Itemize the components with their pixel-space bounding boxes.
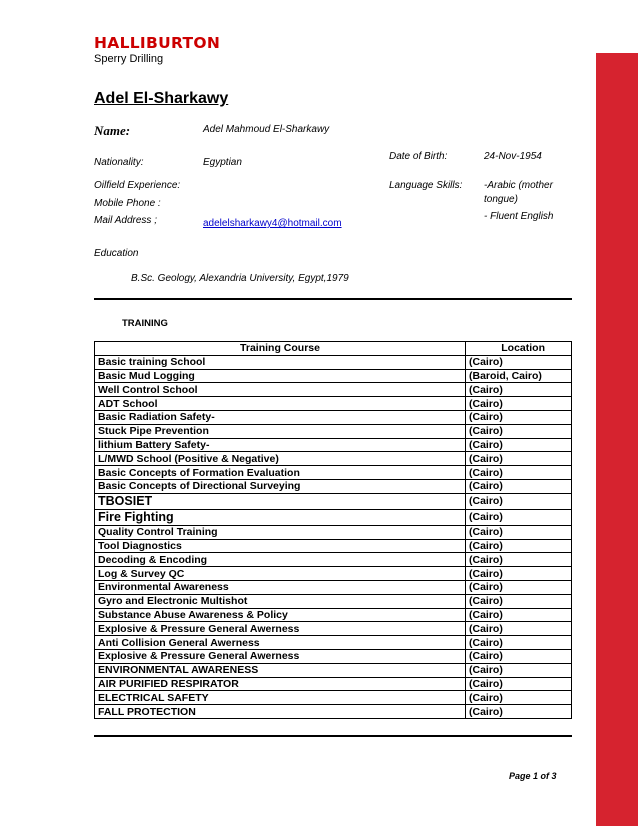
training-location-cell: (Cairo)	[466, 608, 572, 622]
training-location-cell: (Cairo)	[466, 539, 572, 553]
training-course-cell: Basic training School	[95, 355, 466, 369]
nationality-value: Egyptian	[203, 157, 242, 168]
training-location-cell: (Cairo)	[466, 622, 572, 636]
dob-label: Date of Birth:	[389, 151, 448, 162]
column-header-course: Training Course	[95, 342, 466, 356]
mail-address-label: Mail Address ;	[94, 215, 157, 226]
resume-title: Adel El-Sharkawy	[94, 90, 229, 107]
table-row	[95, 525, 572, 539]
mobile-phone-label: Mobile Phone :	[94, 198, 161, 209]
language-line-3: - Fluent English	[484, 211, 554, 222]
decorative-red-sidebar	[596, 53, 638, 826]
training-course-cell: Explosive & Pressure General Awerness	[95, 649, 466, 663]
training-table	[94, 341, 572, 719]
training-course-cell: Anti Collision General Awerness	[95, 636, 466, 650]
education-heading: Education	[94, 248, 139, 259]
training-course-cell: ADT School	[95, 397, 466, 411]
table-row	[95, 369, 572, 383]
training-location-cell: (Cairo)	[466, 397, 572, 411]
table-row	[95, 580, 572, 594]
table-row	[95, 691, 572, 705]
training-location-cell: (Cairo)	[466, 438, 572, 452]
training-location-cell: (Cairo)	[466, 509, 572, 525]
training-location-cell: (Cairo)	[466, 493, 572, 509]
training-course-cell: Tool Diagnostics	[95, 539, 466, 553]
oilfield-experience-label: Oilfield Experience:	[94, 180, 181, 191]
training-course-cell: Stuck Pipe Prevention	[95, 424, 466, 438]
training-location-cell: (Cairo)	[466, 636, 572, 650]
table-row	[95, 539, 572, 553]
section-divider	[94, 298, 572, 300]
training-location-cell: (Cairo)	[466, 567, 572, 581]
training-location-cell: (Cairo)	[466, 663, 572, 677]
training-course-cell: Quality Control Training	[95, 525, 466, 539]
table-row	[95, 493, 572, 509]
training-course-cell: Log & Survey QC	[95, 567, 466, 581]
training-location-cell: (Cairo)	[466, 580, 572, 594]
table-row	[95, 466, 572, 480]
training-location-cell: (Cairo)	[466, 452, 572, 466]
name-label: Name:	[94, 123, 131, 138]
table-row	[95, 479, 572, 493]
training-course-cell: Basic Concepts of Directional Surveying	[95, 479, 466, 493]
table-row	[95, 452, 572, 466]
training-location-cell: (Cairo)	[466, 466, 572, 480]
table-row	[95, 622, 572, 636]
table-row	[95, 410, 572, 424]
training-location-cell: (Cairo)	[466, 705, 572, 719]
training-location-cell: (Cairo)	[466, 594, 572, 608]
language-line-2: tongue)	[484, 194, 518, 205]
training-course-cell: FALL PROTECTION	[95, 705, 466, 719]
training-course-cell: Substance Abuse Awareness & Policy	[95, 608, 466, 622]
training-location-cell: (Cairo)	[466, 479, 572, 493]
education-entry: B.Sc. Geology, Alexandria University, Egypt,1979	[131, 273, 349, 284]
training-course-cell: AIR PURIFIED RESPIRATOR	[95, 677, 466, 691]
halliburton-logo: HALLIBURTON	[94, 34, 221, 52]
table-row	[95, 594, 572, 608]
training-course-cell: Environmental Awareness	[95, 580, 466, 594]
table-row	[95, 705, 572, 719]
training-location-cell: (Cairo)	[466, 553, 572, 567]
training-course-cell: Explosive & Pressure General Awerness	[95, 622, 466, 636]
table-row	[95, 424, 572, 438]
page-number: Page 1 of 3	[509, 771, 557, 781]
training-course-cell: ELECTRICAL SAFETY	[95, 691, 466, 705]
training-course-cell: L/MWD School (Positive & Negative)	[95, 452, 466, 466]
training-course-cell: Well Control School	[95, 383, 466, 397]
table-row	[95, 663, 572, 677]
training-location-cell: (Cairo)	[466, 424, 572, 438]
table-row	[95, 397, 572, 411]
column-header-location: Location	[466, 342, 572, 356]
training-course-cell: Basic Concepts of Formation Evaluation	[95, 466, 466, 480]
training-location-cell: (Cairo)	[466, 677, 572, 691]
training-heading: TRAINING	[122, 318, 168, 329]
training-location-cell: (Baroid, Cairo)	[466, 369, 572, 383]
subbrand-label: Sperry Drilling	[94, 53, 164, 65]
table-row	[95, 438, 572, 452]
training-location-cell: (Cairo)	[466, 383, 572, 397]
training-course-cell: Fire Fighting	[95, 509, 466, 525]
table-row	[95, 355, 572, 369]
training-course-cell: TBOSIET	[95, 493, 466, 509]
table-row	[95, 509, 572, 525]
training-course-cell: Basic Radiation Safety-	[95, 410, 466, 424]
table-row	[95, 553, 572, 567]
table-row	[95, 608, 572, 622]
training-location-cell: (Cairo)	[466, 355, 572, 369]
training-location-cell: (Cairo)	[466, 691, 572, 705]
table-row	[95, 567, 572, 581]
training-course-cell: Decoding & Encoding	[95, 553, 466, 567]
email-link[interactable]: adelelsharkawy4@hotmail.com	[203, 218, 342, 229]
nationality-label: Nationality:	[94, 157, 144, 168]
footer-divider	[94, 735, 572, 737]
table-header-row	[95, 342, 572, 356]
table-row	[95, 383, 572, 397]
table-row	[95, 677, 572, 691]
language-line-1: -Arabic (mother	[484, 180, 553, 191]
training-course-cell: Gyro and Electronic Multishot	[95, 594, 466, 608]
table-row	[95, 636, 572, 650]
dob-value: 24-Nov-1954	[484, 151, 542, 162]
training-location-cell: (Cairo)	[466, 410, 572, 424]
training-course-cell: lithium Battery Safety-	[95, 438, 466, 452]
table-row	[95, 649, 572, 663]
training-location-cell: (Cairo)	[466, 649, 572, 663]
training-course-cell: Basic Mud Logging	[95, 369, 466, 383]
training-course-cell: ENVIRONMENTAL AWARENESS	[95, 663, 466, 677]
language-skills-label: Language Skills:	[389, 180, 463, 191]
training-location-cell: (Cairo)	[466, 525, 572, 539]
name-value: Adel Mahmoud El-Sharkawy	[203, 124, 330, 135]
